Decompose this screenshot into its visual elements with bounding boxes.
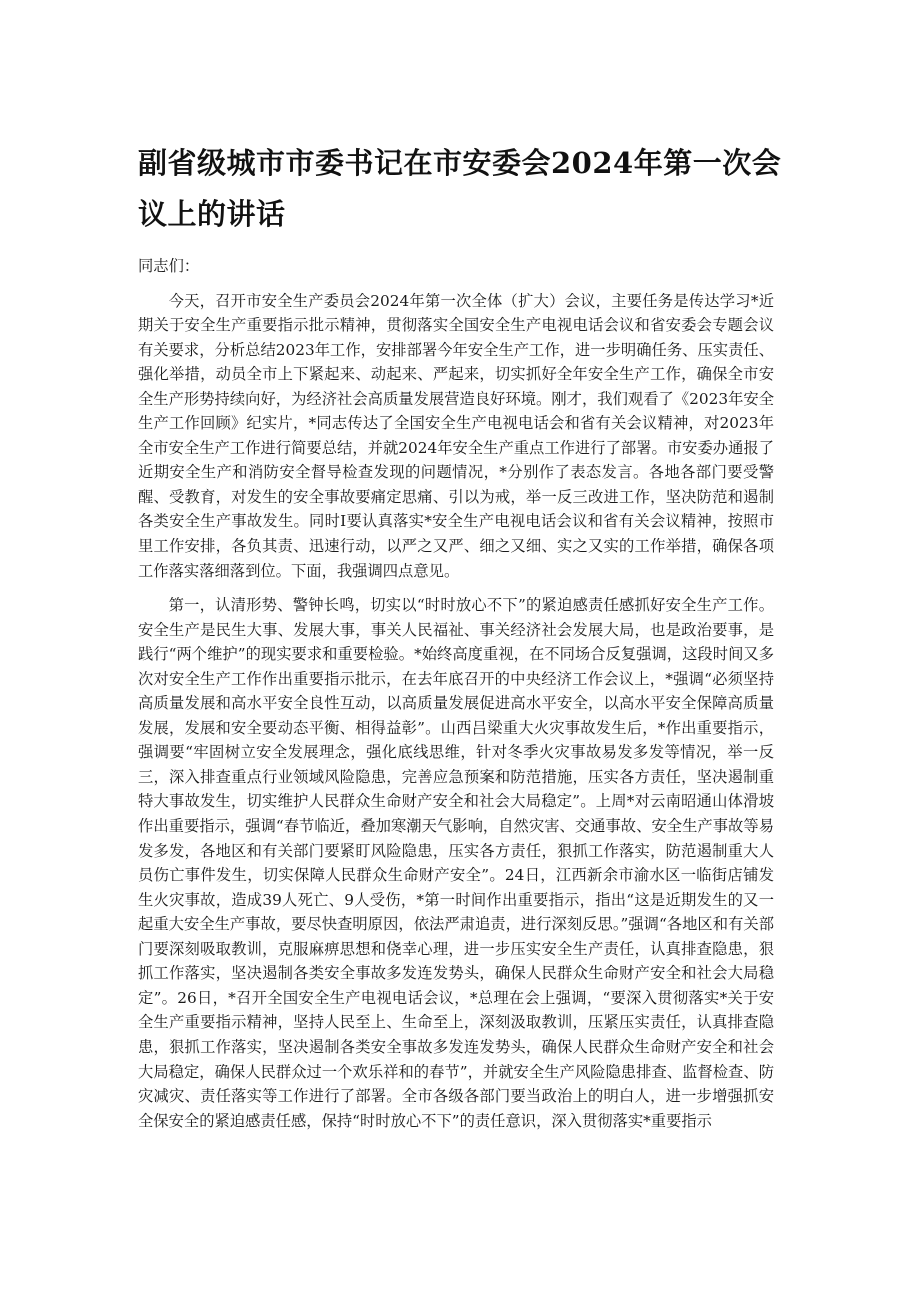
document-title: 副省级城市市委书记在市安委会2024年第一次会议上的讲话 [138, 146, 782, 231]
greeting: 同志们： [138, 257, 200, 275]
document-body [138, 254, 774, 1143]
paragraph-intro: 今天，召开市安全生产委员会2024年第一次全体（扩大）会议，主要任务是传达学习*近期关于安全生产重要指示批示精神，贯彻落实全国安全生产电视电话会议和省安委会专题会议有关要求，分析总结2023年工作，安排部署今年安全生产工作，进一步明确任务、压实责任、强化举措，动员全市上下紧起来、动起来、严起来，切实抓好全年安全生产工作，确保全市安全生产形势持续向好，为经济社会高质量发展营造良好环境。刚才，我们观看了《2023年安全生产工作回顾》纪实片，*同志传达了全国安全生产电视电话会和省有关会议精神，对2023年全市安全生产工作进行简要总结，并就2024年安全生产重点工作进行了部署。市安委办通报了近期安全生产和消防安全督导检查发现的问题情况，*分别作了表态发言。各地各部门要受警醒、受教育，对发生的安全事故要痛定思痛、引以为戒，举一反三改进工作，坚决防范和遏制各类安全生产事故发生。同时I要认真落实*安全生产电视电话会议和省有关会议精神，按照市里工作安排，各负其责、迅速行动，以严之又严、细之又细、实之又实的工作举措，确保各项工作落实落细落到位。下面，我强调四点意见。 [138, 291, 774, 580]
paragraph-point-one: 第一，认清形势、警钟长鸣，切实以“时时放心不下”的紧迫感责任感抓好安全生产工作。安全生产是民生大事、发展大事，事关人民福祉、事关经济社会发展大局，也是政治要事，是践行“两个维护”的现实要求和重要检验。*始终高度重视，在不同场合反复强调，这段时间又多次对安全生产工作作出重要指示批示，在去年底召开的中央经济工作会议上，*强调“必须坚持高质量发展和高水平安全良性互动，以高质量发展促进高水平安全，以高水平安全保障高质量发展，发展和安全要动态平衡、相得益彰”。山西吕梁重大火灾事故发生后，*作出重要指示，强调要“牢固树立安全发展理念，强化底线思维，针对冬季火灾事故易发多发等情况，举一反三，深入排查重点行业领域风险隐患，完善应急预案和防范措施，压实各方责任，坚决遏制重特大事故发生，切实维护人民群众生命财产安全和社会大局稳定”。上周*对云南昭通山体滑坡作出重要指示，强调“春节临近，叠加寒潮天气影响，自然灾害、交通事故、安全生产事故等易发多发，各地区和有关部门要紧盯风险隐患，压实各方责任，狠抓工作落实，防范遏制重大人员伤亡事件发生，切实保障人民群众生命财产安全”。24日，江西新余市渝水区一临街店铺发生火灾事故，造成39人死亡、9人受伤，*第一时间作出重要指示，指出“这是近期发生的又一起重大安全生产事故，要尽快查明原因，依法严肃追责，进行深刻反思。”强调“各地区和有关部门要深刻吸取教训，克服麻痹思想和侥幸心理，进一步压实安全生产责任，认真排查隐患，狠抓工作落实，坚决遏制各类安全事故多发连发势头，确保人民群众生命财产安全和社会大局稳定”。26日，*召开全国安全生产电视电话会议，*总理在会上强调，“要深入贯彻落实*关于安全生产重要指示精神，坚持人民至上、生命至上，深刻汲取教训，压紧压实责任，认真排查隐患，狠抓工作落实，坚决遏制各类安全事故多发连发势头，确保人民群众生命财产安全和社会大局稳定，确保人民群众过一个欢乐祥和的春节”，并就安全生产风险隐患排查、监督检查、防灾减灾、责任落实等工作进行了部署。全市各级各部门要当政治上的明白人，进一步增强抓安全保安全的紧迫感责任感，保持“时时放心不下”的责任意识，深入贯彻落实*重要指示 [138, 596, 774, 1130]
